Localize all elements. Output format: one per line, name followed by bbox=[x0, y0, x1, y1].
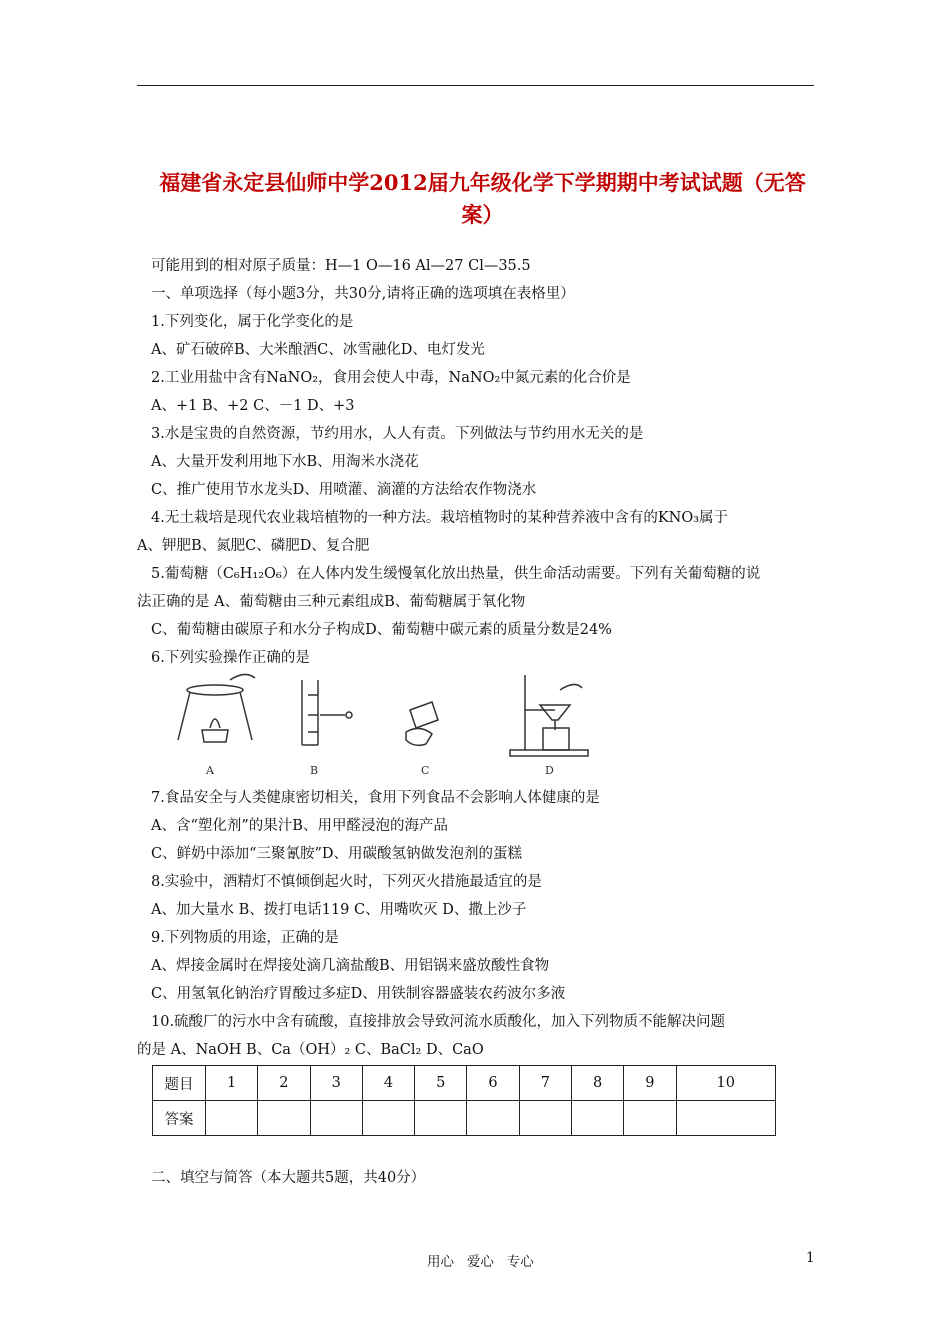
experiment-figures bbox=[170, 670, 590, 780]
question-line: 10.硫酸厂的污水中含有硫酸，直接排放会导致河流水质酸化，加入下列物质不能解决问题 bbox=[151, 1014, 726, 1030]
question-line: A、加大量水 B、拨打电话119 C、用嘴吹灭 D、撒上沙子 bbox=[151, 902, 527, 918]
table-row bbox=[153, 1101, 776, 1136]
question-line: A、焊接金属时在焊接处滴几滴盐酸B、用铝锅来盛放酸性食物 bbox=[151, 958, 550, 974]
page-number: 1 bbox=[806, 1250, 815, 1266]
question-line: A、钾肥B、氮肥C、磷肥D、复合肥 bbox=[137, 538, 370, 554]
answer-cell[interactable] bbox=[415, 1101, 467, 1136]
question-line: 1.下列变化，属于化学变化的是 bbox=[151, 314, 354, 330]
question-line: C、用氢氧化钠治疗胃酸过多症D、用铁制容器盛装农药波尔多液 bbox=[151, 986, 566, 1002]
header-rule bbox=[137, 85, 814, 86]
question-number-cell: 1 bbox=[206, 1066, 258, 1101]
figure-a-heating-evaporating-dish bbox=[178, 674, 255, 742]
footer-motto: 用心 爱心 专心 bbox=[427, 1254, 534, 1270]
question-line: 4.无土栽培是现代农业栽培植物的一种方法。栽培植物时的某种营养液中含有的KNO₃属于 bbox=[151, 510, 729, 526]
figure-b-graduated-cylinder bbox=[302, 680, 352, 745]
question-line: 2.工业用盐中含有NaNO₂，食用会使人中毒，NaNO₂中氮元素的化合价是 bbox=[151, 370, 631, 386]
question-line: 5.葡萄糖（C₆H₁₂O₆）在人体内发生缓慢氧化放出热量，供生命活动需要。下列有关葡萄糖的说 bbox=[151, 566, 761, 582]
question-line: 3.水是宝贵的自然资源，节约用水，人人有责。下列做法与节约用水无关的是 bbox=[151, 426, 644, 442]
answer-cell[interactable] bbox=[206, 1101, 258, 1136]
figure-label: C bbox=[421, 764, 430, 777]
answer-cell[interactable] bbox=[676, 1101, 775, 1136]
question-number-cell: 9 bbox=[624, 1066, 676, 1101]
answer-cell[interactable] bbox=[571, 1101, 623, 1136]
answer-cell[interactable] bbox=[624, 1101, 676, 1136]
question-line: A、含“塑化剂”的果汁B、用甲醛浸泡的海产品 bbox=[151, 818, 448, 834]
question-line: 9.下列物质的用途，正确的是 bbox=[151, 930, 339, 946]
atomic-masses: 可能用到的相对原子质量：H—1 O—16 Al—27 Cl—35.5 bbox=[151, 258, 531, 274]
answer-cell[interactable] bbox=[519, 1101, 571, 1136]
question-line: C、鲜奶中添加“三聚氰胺”D、用碳酸氢钠做发泡剂的蛋糕 bbox=[151, 846, 523, 862]
question-number-cell: 4 bbox=[362, 1066, 414, 1101]
question-number-cell: 6 bbox=[467, 1066, 519, 1101]
section1-header: 一、单项选择（每小题3分，共30分,请将正确的选项填在表格里） bbox=[151, 286, 575, 302]
figure-label: B bbox=[310, 764, 319, 777]
section2-header: 二、填空与简答（本大题共5题，共40分） bbox=[151, 1170, 426, 1186]
question-number-cell: 3 bbox=[310, 1066, 362, 1101]
question-number-cell: 10 bbox=[676, 1066, 775, 1101]
table-header-cell: 题目 bbox=[153, 1066, 206, 1101]
table-header-cell: 答案 bbox=[153, 1101, 206, 1136]
question-line: A、矿石破碎B、大米酿酒C、冰雪融化D、电灯发光 bbox=[151, 342, 485, 358]
answer-table bbox=[152, 1065, 776, 1136]
question-number-cell: 7 bbox=[519, 1066, 571, 1101]
table-row bbox=[153, 1066, 776, 1101]
answer-cell[interactable] bbox=[310, 1101, 362, 1136]
question-line: 7.食品安全与人类健康密切相关，食用下列食品不会影响人体健康的是 bbox=[151, 790, 600, 806]
figure-c-reagent-bottle bbox=[406, 702, 438, 745]
figure-d-filtration bbox=[510, 675, 588, 756]
figure-label: D bbox=[545, 764, 554, 777]
question-line: A、大量开发利用地下水B、用淘米水浇花 bbox=[151, 454, 419, 470]
question-line: 法正确的是 A、葡萄糖由三种元素组成B、葡萄糖属于氧化物 bbox=[137, 594, 526, 610]
answer-cell[interactable] bbox=[258, 1101, 310, 1136]
question-line: 6.下列实验操作正确的是 bbox=[151, 650, 310, 666]
question-line: 8.实验中，酒精灯不慎倾倒起火时，下列灭火措施最适宜的是 bbox=[151, 874, 542, 890]
question-number-cell: 5 bbox=[415, 1066, 467, 1101]
question-number-cell: 2 bbox=[258, 1066, 310, 1101]
question-line: C、推广使用节水龙头D、用喷灌、滴灌的方法给农作物浇水 bbox=[151, 482, 537, 498]
answer-cell[interactable] bbox=[362, 1101, 414, 1136]
question-line: 的是 A、NaOH B、Ca（OH）₂ C、BaCl₂ D、CaO bbox=[137, 1042, 484, 1058]
question-number-cell: 8 bbox=[571, 1066, 623, 1101]
question-line: A、+1 B、+2 C、－1 D、+3 bbox=[151, 398, 355, 414]
figure-label: A bbox=[206, 764, 214, 777]
answer-cell[interactable] bbox=[467, 1101, 519, 1136]
document-title: 福建省永定县仙师中学2012届九年级化学下学期期中考试试题（无答案） bbox=[159, 170, 806, 227]
question-line: C、葡萄糖由碳原子和水分子构成D、葡萄糖中碳元素的质量分数是24% bbox=[151, 622, 612, 638]
